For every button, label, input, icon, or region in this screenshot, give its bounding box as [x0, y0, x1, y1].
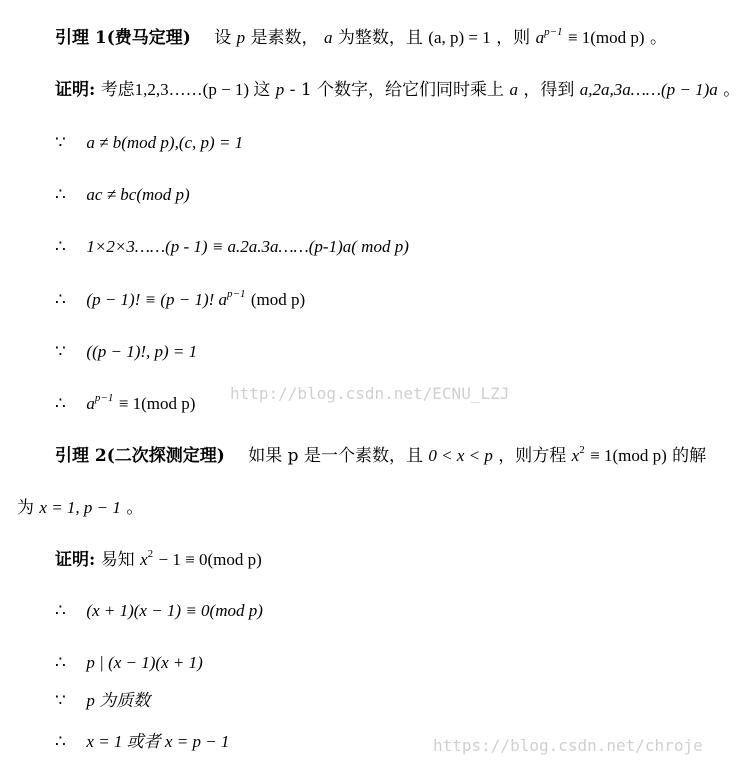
exponent: p−1	[544, 26, 563, 38]
therefore-symbol: ∴	[55, 185, 66, 205]
step-formula: a ≠ b(mod p),(c, p) = 1	[86, 133, 244, 152]
lemma2-statement	[0, 445, 727, 467]
var-x: x	[571, 446, 580, 465]
lemma2-text-3: 的解	[672, 446, 707, 466]
because-symbol: ∵	[55, 342, 66, 362]
congruence: ≡ 1(mod p)	[567, 28, 645, 47]
because-symbol: ∵	[55, 133, 66, 153]
step-formula: (x + 1)(x − 1) ≡ 0(mod p)	[86, 601, 263, 620]
proof1-step-2	[0, 184, 727, 206]
lemma2-text-1: 如果 p 是一个素数，且	[248, 446, 423, 466]
therefore-symbol: ∴	[55, 732, 66, 752]
step-formula: p 为质数	[86, 691, 151, 710]
step-formula: x = 1 或者 x = p − 1	[86, 732, 230, 751]
var-a-power: a	[535, 28, 545, 47]
proof1-step-3	[0, 236, 727, 258]
watermark-mid: http://blog.csdn.net/ECNU_LZJ	[230, 384, 510, 403]
step-formula: − 1 ≡ 0(mod p)	[158, 550, 262, 569]
lemma2-end: 。	[126, 498, 144, 518]
proof1-step-5	[0, 341, 727, 363]
step-formula-pre: (p − 1)! ≡ (p − 1)! a	[86, 290, 228, 309]
proof2-step-2	[0, 652, 727, 674]
step-formula: ac ≠ bc(mod p)	[86, 185, 190, 204]
step-formula-pre: a	[86, 394, 95, 413]
solutions: x = 1, p − 1	[39, 498, 121, 517]
var-p: p	[236, 28, 246, 47]
exponent: p−1	[227, 288, 246, 300]
lemma1-statement	[0, 27, 727, 49]
lemma1-text-1: 设	[214, 28, 232, 48]
gcd-condition: (a, p) = 1	[428, 28, 491, 47]
proof2-intro	[0, 549, 727, 571]
proof2-step-1	[0, 600, 727, 622]
exponent: 2	[579, 444, 585, 456]
lemma2-title: 引理 2(二次探测定理)	[55, 446, 225, 466]
proof2-label: 证明:	[55, 550, 96, 570]
proof2-step-3	[0, 690, 727, 712]
proof1-label: 证明:	[55, 80, 96, 100]
lemma2-text-4: 为	[17, 498, 34, 518]
range-condition: 0 < x < p	[428, 446, 493, 465]
exponent: 2	[147, 548, 154, 560]
proof2-text-1: 易知	[100, 550, 135, 570]
proof1-end: 。	[723, 80, 740, 100]
step-formula: p | (x − 1)(x + 1)	[86, 653, 203, 672]
therefore-symbol: ∴	[55, 601, 66, 621]
step-formula: 1×2×3……(p - 1) ≡ a.2a.3a……(p-1)a( mod p)	[86, 237, 409, 256]
proof1-text-2: - 1 个数字，给它们同时乘上	[289, 80, 505, 100]
lemma1-title: 引理 1(费马定理)	[55, 28, 191, 48]
lemma1-text-3: 为整数，且	[337, 28, 423, 48]
multiples-sequence: a,2a,3a……(p − 1)a	[579, 80, 718, 99]
therefore-symbol: ∴	[55, 394, 66, 414]
proof1-text-1: 考虑1,2,3……(p − 1) 这	[100, 80, 271, 99]
var-a: a	[509, 80, 518, 99]
proof1-step-4	[0, 289, 727, 311]
lemma2-text-2: ，则方程	[498, 446, 567, 466]
lemma1-text-4: ，则	[496, 28, 531, 48]
lemma2-statement-cont	[0, 497, 727, 519]
var-p: p	[275, 80, 285, 99]
proof1-text-3: ，得到	[523, 80, 575, 100]
step-formula: ((p − 1)!, p) = 1	[86, 342, 198, 361]
therefore-symbol: ∴	[55, 237, 66, 257]
var-x: x	[140, 550, 148, 569]
exponent: p−1	[94, 392, 114, 404]
lemma1-end: 。	[649, 28, 667, 48]
step-formula-post: (mod p)	[250, 290, 306, 309]
therefore-symbol: ∴	[55, 653, 66, 673]
congruence: ≡ 1(mod p)	[590, 446, 667, 465]
step-formula-post: ≡ 1(mod p)	[118, 394, 196, 413]
proof1-step-1	[0, 132, 727, 154]
proof1-intro	[0, 79, 740, 101]
therefore-symbol: ∴	[55, 290, 66, 310]
because-symbol: ∵	[55, 691, 66, 711]
watermark-bottom: https://blog.csdn.net/chroje	[433, 736, 703, 755]
var-a: a	[323, 28, 333, 47]
lemma1-text-2: 是素数，	[250, 28, 319, 48]
